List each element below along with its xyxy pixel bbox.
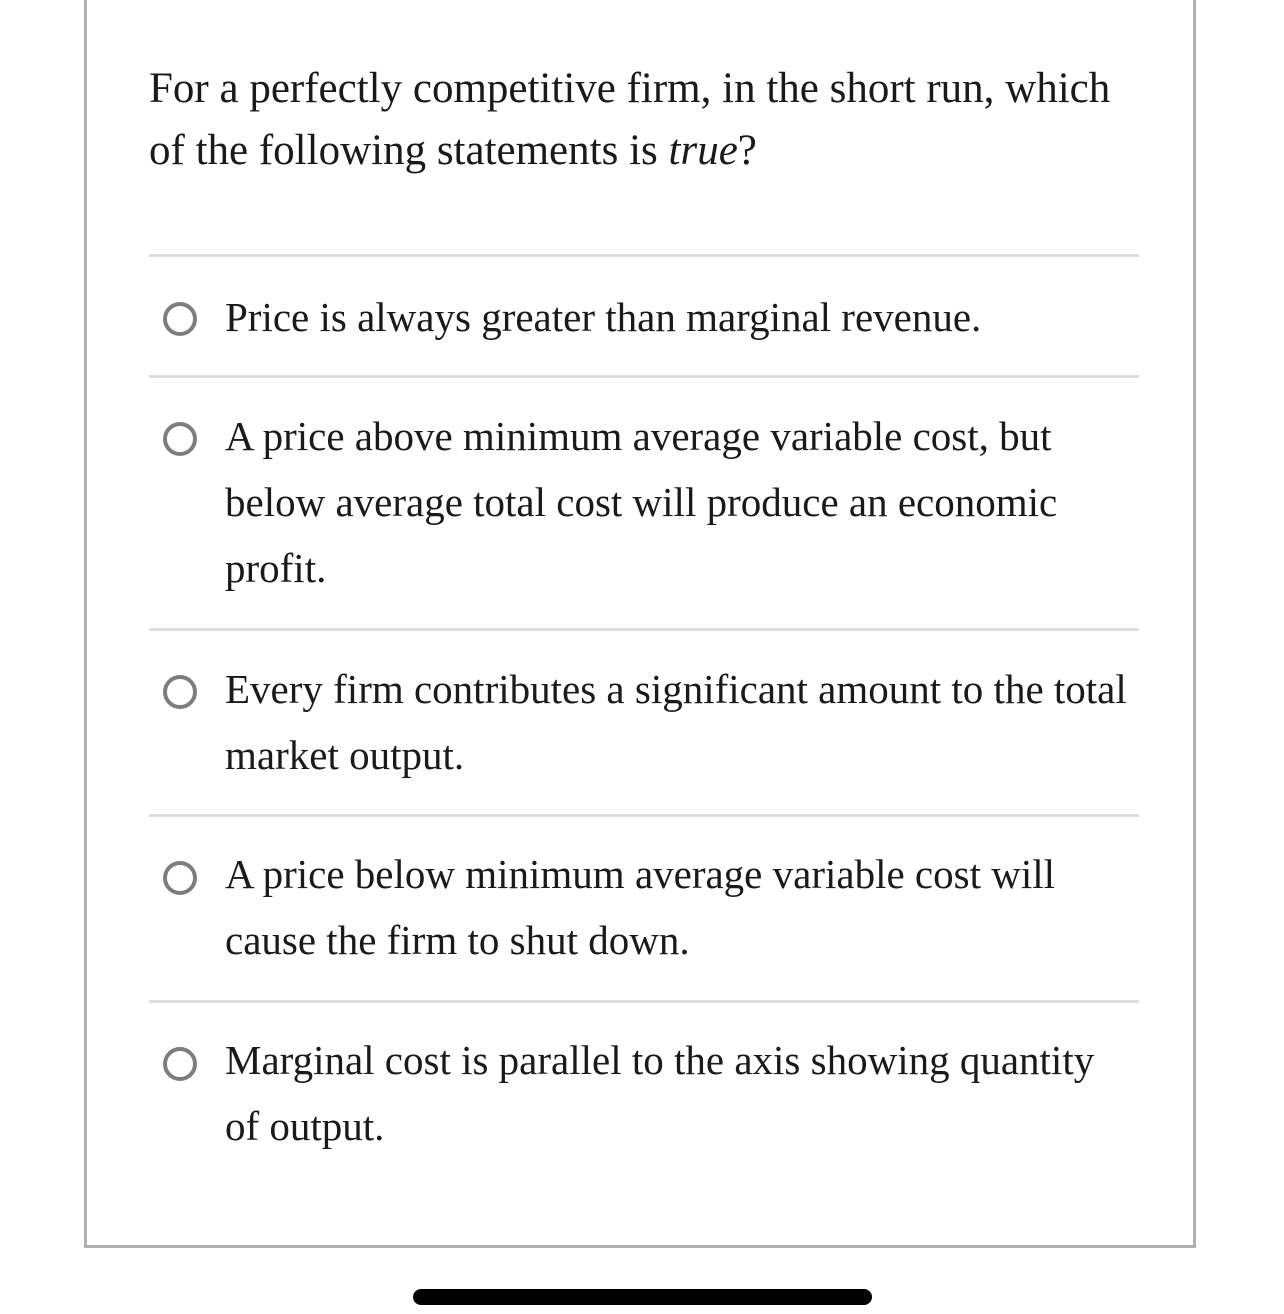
answer-option-5[interactable]	[149, 1003, 1139, 1183]
answer-option-label: Marginal cost is parallel to the axis showing quantity of output.	[225, 1037, 1095, 1149]
question-emphasis: true	[668, 127, 738, 174]
answer-option-3[interactable]	[149, 631, 1139, 814]
radio-button-icon[interactable]	[163, 302, 197, 336]
question-card	[84, 0, 1196, 1248]
answer-option-label: A price above minimum average variable cost, but below average total cost will produce an economic profit.	[225, 413, 1058, 591]
answer-option-2[interactable]	[149, 378, 1139, 628]
radio-button-icon[interactable]	[163, 861, 197, 895]
answer-option-1[interactable]	[149, 257, 1139, 375]
question-text	[149, 58, 1149, 182]
answer-options	[149, 254, 1139, 1183]
answer-option-label: Price is always greater than marginal revenue.	[225, 294, 982, 340]
radio-button-icon[interactable]	[163, 422, 197, 456]
answer-option-label: A price below minimum average variable cost will cause the firm to shut down.	[225, 851, 1055, 963]
question-prefix: For a perfectly competitive firm, in the short run, which of the following statements is	[149, 65, 1111, 174]
radio-button-icon[interactable]	[163, 675, 197, 709]
answer-option-label: Every firm contributes a significant amount to the total market output.	[225, 666, 1127, 778]
radio-button-icon[interactable]	[163, 1047, 197, 1081]
question-suffix: ?	[737, 127, 757, 174]
answer-option-4[interactable]	[149, 817, 1139, 1000]
home-indicator[interactable]	[413, 1289, 872, 1305]
